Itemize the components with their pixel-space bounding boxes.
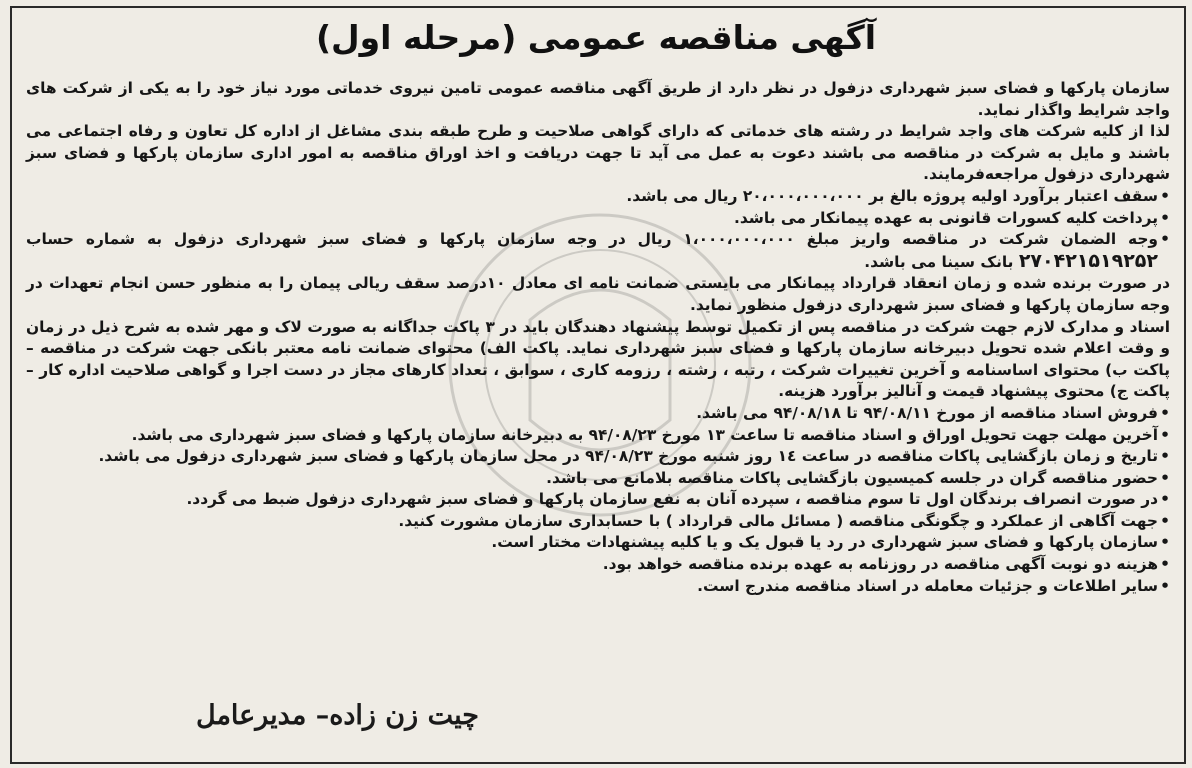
signature: چیت زن زاده– مدیرعامل (196, 700, 479, 731)
notice-body (26, 78, 1170, 597)
winner-guarantee-paragraph: در صورت برنده شده و زمان انعقاد قرارداد پیمانکار می بایستی ضمانت نامه ای معادل ۱۰درصد سقف ریالی پیمان را به منظور حسن انجام تعهدات در وجه سازمان پارکها و فضای سبز شهرداری دزفول منظور نماید. (26, 274, 1171, 314)
list-item: • آخرین مهلت جهت تحویل اوراق و اسناد مناقصه تا ساعت ۱۳ مورخ ۹۴/۰۸/۲۳ به دبیرخانه سازمان پارکها و فضای سبز شهرداری می باشد. (26, 425, 1170, 447)
schedule-list (26, 403, 1170, 597)
list-item: • سایر اطلاعات و جزئیات معامله در اسناد مناقصه مندرج است. (26, 576, 1170, 598)
account-number: ۲۷۰۴۲۱۵۱۹۲۵۲ (1018, 249, 1158, 272)
documents-paragraph: اسناد و مدارک لازم جهت شرکت در مناقصه پس از تکمیل توسط پیشنهاد دهندگان باید در ۳ پاکت جداگانه به صورت لاک و مهر شده به شرح ذیل در زمان و وقت اعلام شده تحویل دبیرخانه سازمان پارکها و فضای سبز شهرداری نماید. پاکت الف) محتوای ضمانت نامه معتبر بانکی جهت شرکت در مناقصه – پاکت ب) محتوای اساسنامه و آخرین تغییرات شرکت ، رتبه ، رشته ، رزومه کاری ، سوابق ، تعداد کارهای مجاز در دست اجرا و گواهی صلاحیت اداره کار – پاکت ج) محتوی پیشنهاد قیمت و آنالیز برآورد هزینه. (26, 317, 1170, 401)
ceiling-text: سقف اعتبار برآورد اولیه پروژه بالغ بر ۲۰،۰۰۰،۰۰۰،۰۰۰ ریال می باشد. (626, 186, 1158, 205)
list-item (26, 186, 1170, 208)
list-item: • در صورت انصراف برندگان اول تا سوم مناقصه ، سپرده آنان به نفع سازمان پارکها و فضای سبز شهرداری دزفول ضبط می گردد. (26, 489, 1170, 511)
deductions-text: پرداخت کلیه کسورات قانونی به عهده پیمانکار می باشد. (734, 208, 1158, 227)
intro-paragraph: سازمان پارکها و فضای سبز شهرداری دزفول در نظر دارد از طریق آگهی مناقصه عمومی تامین نیروی خدماتی مورد نیاز خود را به یکی از شرکت های واجد شرایط واگذار نماید. (26, 79, 1170, 119)
list-item: • هزینه دو نوبت آگهی مناقصه در روزنامه به عهده برنده مناقصه خواهد بود. (26, 554, 1170, 576)
list-item (26, 229, 1170, 273)
list-item (26, 208, 1170, 230)
guarantee-text: وجه الضمان شرکت در مناقصه واریز مبلغ ۱،۰۰۰،۰۰۰،۰۰۰ ریال در وجه سازمان پارکها و فضای سبز شهرداری دزفول به شماره حساب (26, 230, 1158, 249)
invitation-paragraph: لذا از کلیه شرکت های واجد شرایط در رشته های خدماتی که دارای گواهی صلاحیت و طرح طبقه بندی مشاغل از اداره کل تعاون و رفاه اجتماعی می باشند و مایل به شرکت در مناقصه می باشند دعوت به عمل می آید تا جهت دریافت و اخذ اوراق مناقصه به امور اداری سازمان پارکها و فضای سبز شهرداری دزفول مراجعه‌فرمایند. (26, 122, 1170, 184)
list-item: • تاریخ و زمان بازگشایی پاکات مناقصه در ساعت ۱٤ روز شنبه مورخ ۹۴/۰۸/۲۳ در محل سازمان پارکها و فضای سبز شهرداری دزفول می باشد. (26, 446, 1170, 468)
notice-title: آگهی مناقصه عمومی (مرحله اول) (315, 18, 877, 57)
guarantee-bank-text: بانک سینا می باشد. (864, 252, 1014, 271)
terms-list (26, 186, 1170, 273)
list-item: • حضور مناقصه گران در جلسه کمیسیون بازگشایی پاکات مناقصه بلامانع می باشد. (26, 468, 1170, 490)
list-item: • فروش اسناد مناقصه از مورخ ۹۴/۰۸/۱۱ تا ۹۴/۰۸/۱۸ می باشد. (26, 403, 1170, 425)
list-item: • جهت آگاهی از عملکرد و چگونگی مناقصه ( مسائل مالی قرارداد ) با حسابداری سازمان مشورت کنید. (26, 511, 1170, 533)
list-item: • سازمان پارکها و فضای سبز شهرداری در رد یا قبول یک و یا کلیه پیشنهادات مختار است. (26, 532, 1170, 554)
